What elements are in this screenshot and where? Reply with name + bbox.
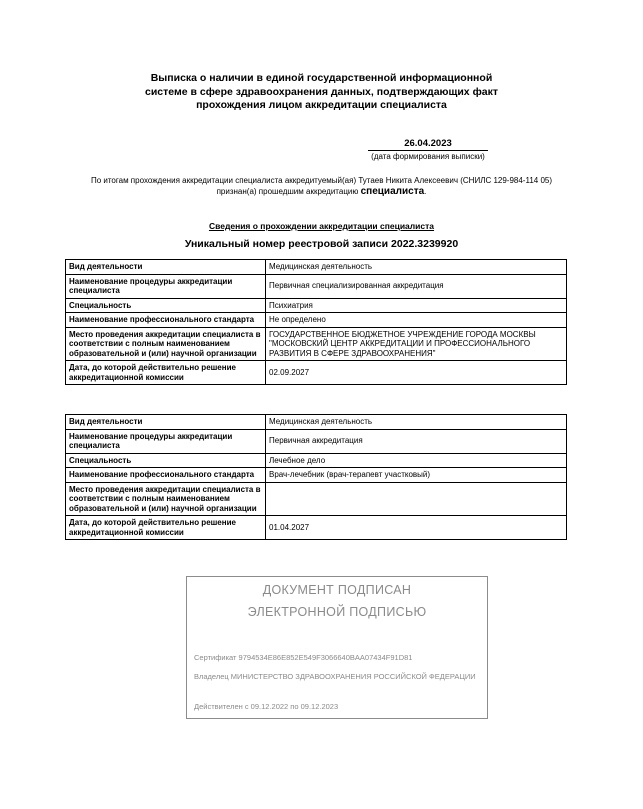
section-heading: Сведения о прохождении аккредитации специалиста — [208, 221, 435, 231]
intro-line-2-strong: специалиста — [360, 185, 425, 197]
table-row — [66, 327, 567, 361]
row-value: ГОСУДАРСТВЕННОЕ БЮДЖЕТНОЕ УЧРЕЖДЕНИЕ ГОРОДА МОСКВЫ "МОСКОВСКИЙ ЦЕНТР АККРЕДИТАЦИИ И ПРОФЕССИОНАЛЬНОГО РАЗВИТИЯ В СФЕРЕ ЗДРАВООХРАНЕНИЯ" — [266, 327, 567, 361]
issue-date: 26.04.2023 — [368, 138, 488, 151]
table-row — [66, 361, 567, 385]
intro-line-2 — [40, 187, 603, 198]
row-value: Психиатрия — [266, 298, 567, 313]
table-row — [66, 468, 567, 483]
row-key: Специальность — [66, 298, 266, 313]
intro-line-2-prefix: признан(а) прошедшим аккредитацию — [216, 186, 359, 196]
row-value: Не определено — [266, 313, 567, 328]
row-value: Первичная специализированная аккредитация — [266, 274, 567, 298]
registry-number-heading: Уникальный номер реестровой записи 2022.3239920 — [184, 238, 459, 250]
row-value: 02.09.2027 — [266, 361, 567, 385]
stamp-validity: Действителен с 09.12.2022 по 09.12.2023 — [194, 702, 339, 711]
row-value: Первичная аккредитация — [266, 429, 567, 453]
accreditation-table-2 — [65, 414, 567, 540]
row-key: Наименование процедуры аккредитации специалиста — [66, 274, 266, 298]
title-line-3: прохождения лицом аккредитации специалиста — [196, 99, 447, 111]
table-row — [66, 482, 567, 516]
intro-line-2-suffix: . — [424, 186, 427, 196]
issue-date-block — [368, 138, 488, 161]
row-key: Место проведения аккредитации специалиста в соответствии с полным наименованием образовательной и (или) научной организации — [66, 482, 266, 516]
stamp-owner: Владелец МИНИСТЕРСТВО ЗДРАВООХРАНЕНИЯ РОССИЙСКОЙ ФЕДЕРАЦИИ — [194, 672, 476, 681]
stamp-title-line-2: ЭЛЕКТРОННОЙ ПОДПИСЬЮ — [247, 605, 427, 619]
stamp-title-line-1: ДОКУМЕНТ ПОДПИСАН — [262, 583, 412, 597]
table-row — [66, 313, 567, 328]
row-key: Дата, до которой действительно решение аккредитационной комиссии — [66, 361, 266, 385]
table-row — [66, 298, 567, 313]
issue-date-caption: (дата формирования выписки) — [371, 152, 485, 161]
document-title — [0, 72, 643, 113]
title-line-1: Выписка о наличии в единой государственной информационной — [150, 72, 493, 84]
title-line-2: системе в сфере здравоохранения данных, подтверждающих факт — [144, 85, 498, 98]
row-key: Наименование профессионального стандарта — [66, 468, 266, 483]
row-key: Вид деятельности — [66, 415, 266, 430]
row-value — [266, 482, 567, 516]
intro-paragraph — [40, 176, 603, 197]
table-row — [66, 516, 567, 540]
row-value: Медицинская деятельность — [266, 260, 567, 275]
row-key: Место проведения аккредитации специалиста в соответствии с полным наименованием образовательной и (или) научной организации — [66, 327, 266, 361]
row-key: Дата, до которой действительно решение аккредитационной комиссии — [66, 516, 266, 540]
table-row — [66, 429, 567, 453]
row-value: Медицинская деятельность — [266, 415, 567, 430]
row-value: Врач-лечебник (врач-терапевт участковый) — [266, 468, 567, 483]
accreditation-table-1 — [65, 259, 567, 385]
intro-line-1: По итогам прохождения аккредитации специалиста аккредитуемый(ая) Тутаев Никита Алексеевич (СНИЛС 129-984-114 05) — [90, 176, 553, 185]
stamp-certificate: Сертификат 9794534E86E852E549F3066640BAA07434F91D81 — [194, 653, 413, 662]
table-row — [66, 415, 567, 430]
table-row — [66, 274, 567, 298]
row-key: Вид деятельности — [66, 260, 266, 275]
table-row — [66, 453, 567, 468]
row-value: Лечебное дело — [266, 453, 567, 468]
row-value: 01.04.2027 — [266, 516, 567, 540]
row-key: Наименование профессионального стандарта — [66, 313, 266, 328]
row-key: Специальность — [66, 453, 266, 468]
electronic-signature-stamp — [186, 576, 488, 719]
table-row — [66, 260, 567, 275]
row-key: Наименование процедуры аккредитации специалиста — [66, 429, 266, 453]
